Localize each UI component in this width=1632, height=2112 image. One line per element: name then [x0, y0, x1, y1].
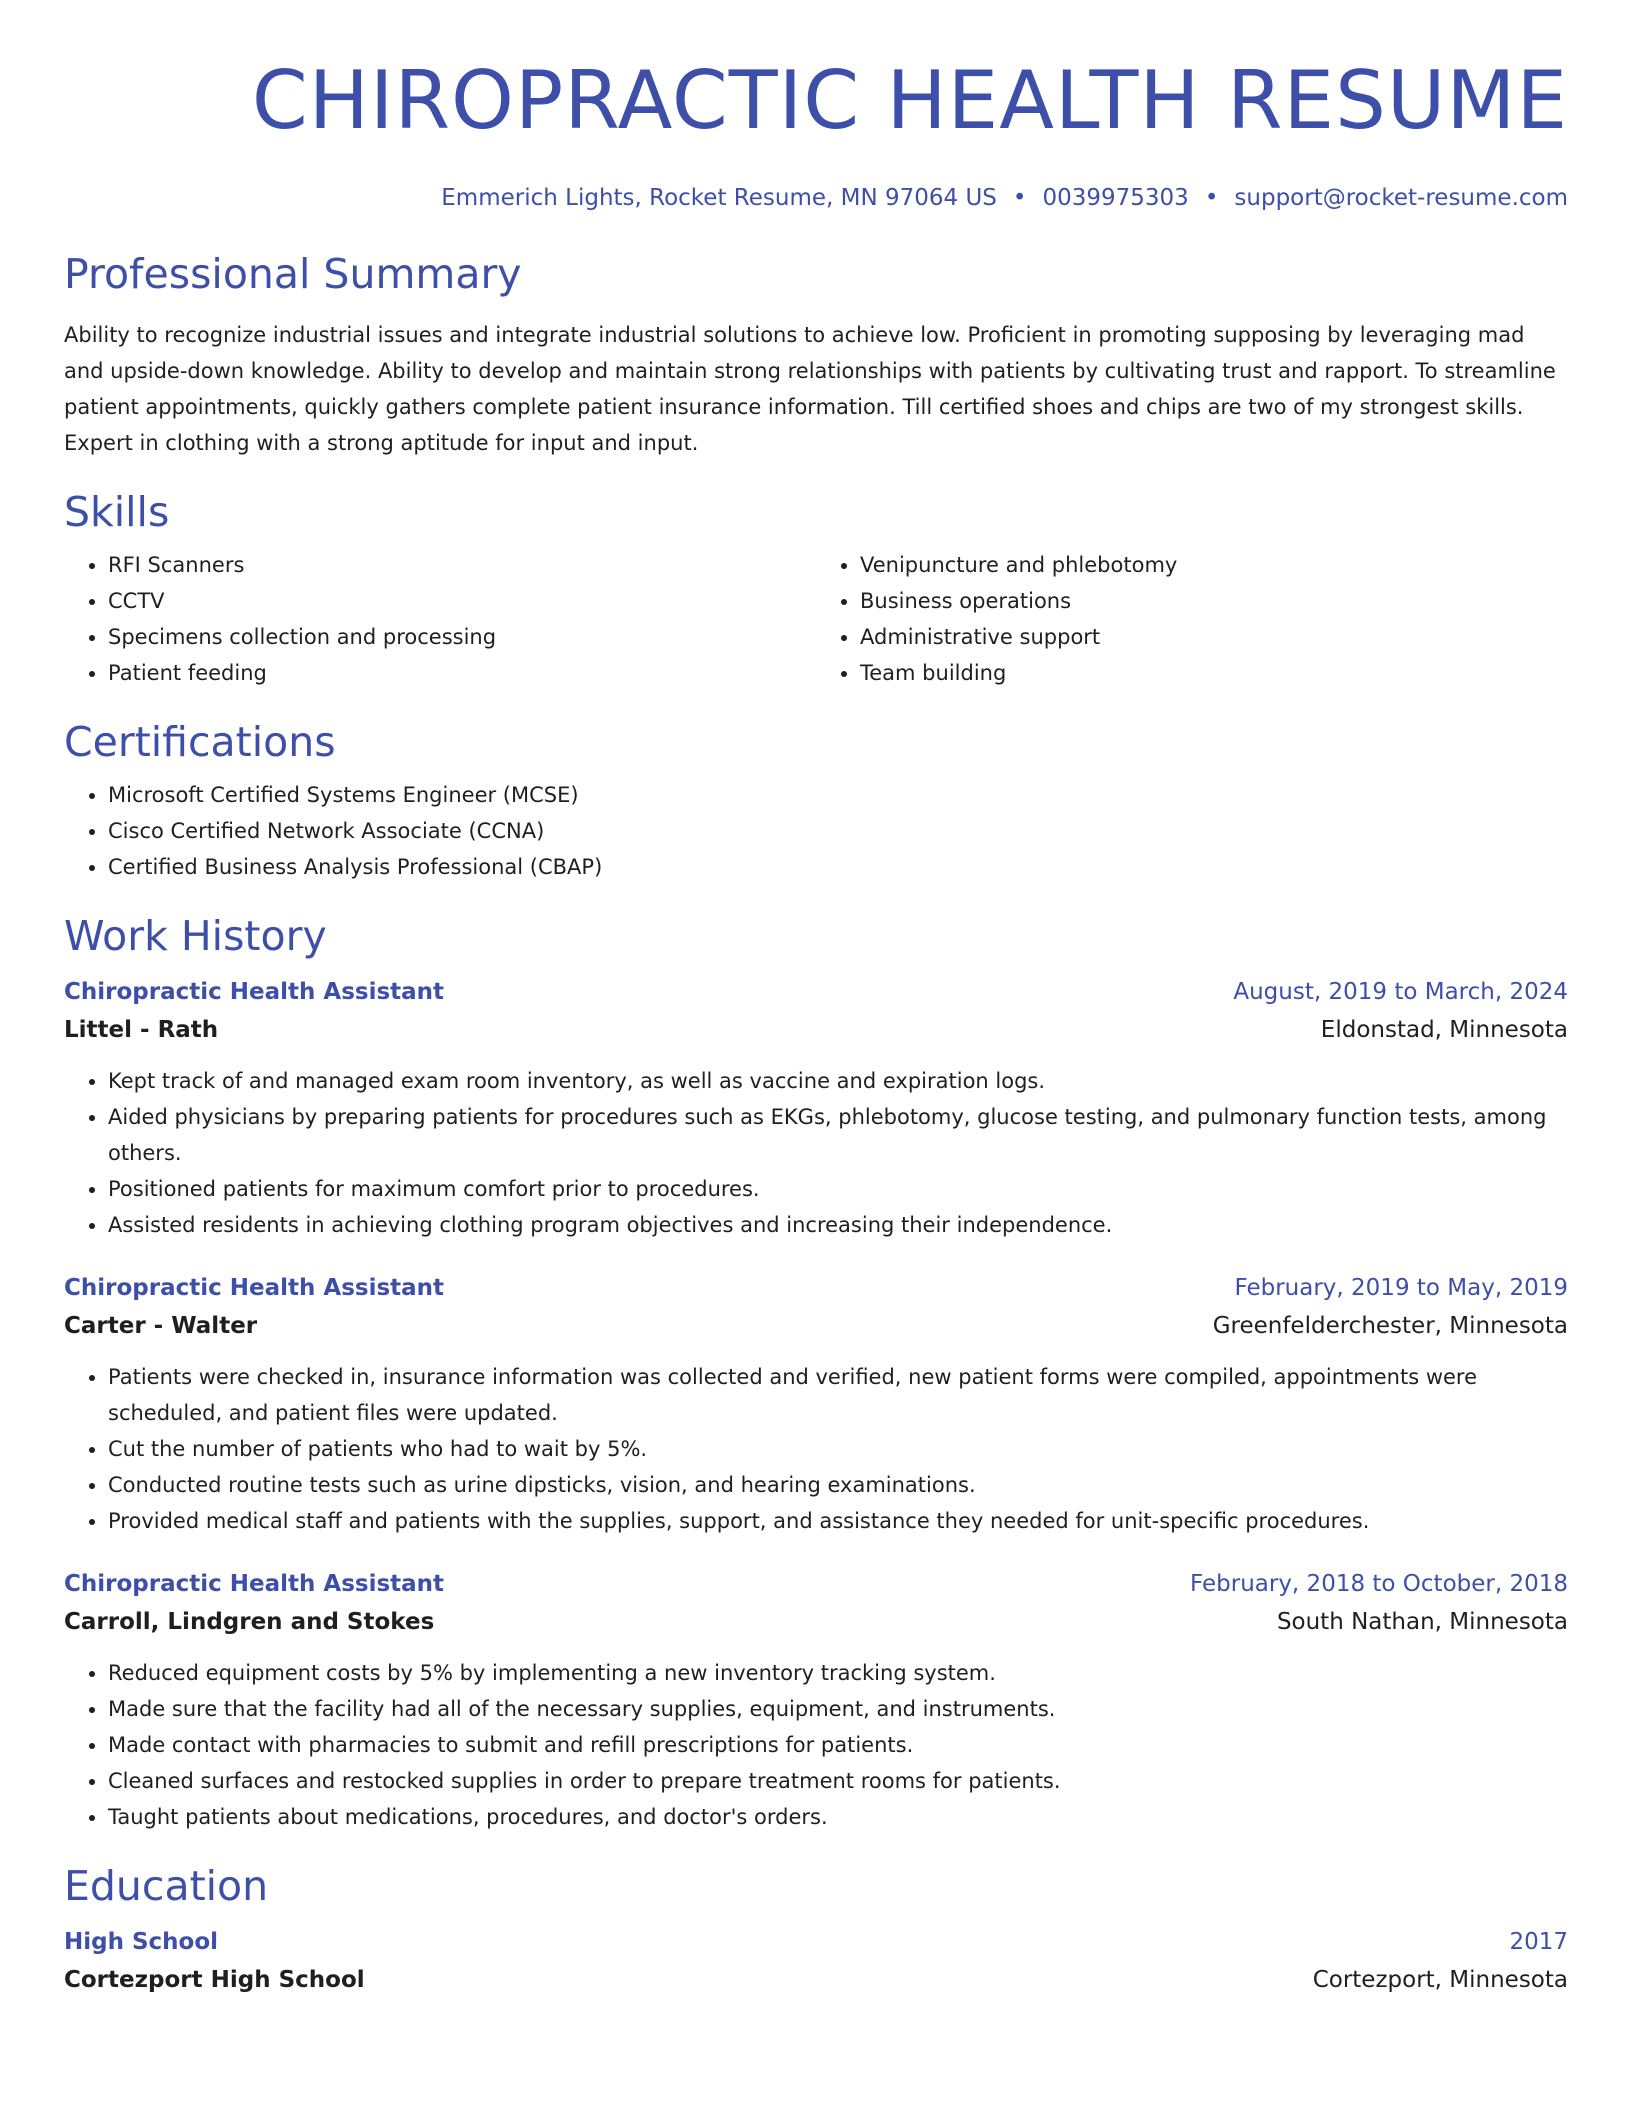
list-item: • Venipuncture and phlebotomy: [860, 547, 1568, 583]
list-item: • Cisco Certified Network Associate (CCNA): [108, 813, 1568, 849]
list-item: • RFI Scanners: [108, 547, 816, 583]
education-degree: High School: [64, 1929, 219, 1955]
summary-section: [64, 249, 1568, 461]
contact-separator: •: [1012, 185, 1027, 211]
contact-separator: •: [1204, 185, 1219, 211]
education-heading: Education: [64, 1862, 269, 1910]
job-subheader: [64, 1011, 1568, 1049]
list-item: • Taught patients about medications, procedures, and doctor's orders.: [108, 1799, 1568, 1835]
job-location: South Nathan, Minnesota: [1276, 1609, 1568, 1635]
contact-phone: 0039975303: [1042, 185, 1189, 211]
list-item: • Business operations: [860, 583, 1568, 619]
skills-grid: [64, 537, 1568, 691]
job-bullets: [64, 1359, 1568, 1539]
job-header: [64, 1565, 1568, 1603]
job-title: Chiropractic Health Assistant: [64, 1275, 445, 1301]
certifications-list: [64, 777, 1568, 885]
list-item: • Patient feeding: [108, 655, 816, 691]
list-item: • Assisted residents in achieving clothing program objectives and increasing their independence.: [108, 1207, 1568, 1243]
list-item: • Patients were checked in, insurance information was collected and verified, new patient forms were compiled, appointments were scheduled, and patient files were updated.: [108, 1359, 1568, 1431]
skills-list-left: [64, 547, 816, 691]
resume-header: [64, 0, 1568, 213]
certifications-heading: Certifications: [64, 718, 336, 766]
job-entry: [64, 1269, 1568, 1539]
job-entry: [64, 1565, 1568, 1835]
job-title: Chiropractic Health Assistant: [64, 1571, 445, 1597]
list-item: • Specimens collection and processing: [108, 619, 816, 655]
list-item: • Aided physicians by preparing patients for procedures such as EKGs, phlebotomy, glucose testing, and pulmonary function tests, among others.: [108, 1099, 1568, 1171]
job-location: Eldonstad, Minnesota: [1320, 1017, 1568, 1043]
job-dates: February, 2018 to October, 2018: [1190, 1571, 1568, 1597]
list-item: • Team building: [860, 655, 1568, 691]
job-dates: August, 2019 to March, 2024: [1233, 979, 1568, 1005]
list-item: • Provided medical staff and patients with the supplies, support, and assistance they needed for unit-specific procedures.: [108, 1503, 1568, 1539]
certifications-section: [64, 717, 1568, 885]
job-title: Chiropractic Health Assistant: [64, 979, 445, 1005]
list-item: • Certified Business Analysis Professional (CBAP): [108, 849, 1568, 885]
job-bullets: [64, 1063, 1568, 1243]
education-school: Cortezport High School: [64, 1967, 365, 1993]
job-header: [64, 973, 1568, 1011]
list-item: • CCTV: [108, 583, 816, 619]
skills-list-right: [816, 547, 1568, 691]
skills-section: [64, 487, 1568, 691]
education-section: [64, 1861, 1568, 1999]
job-company: Carter - Walter: [64, 1313, 258, 1339]
education-entry: [64, 1923, 1568, 1999]
job-company: Littel - Rath: [64, 1017, 219, 1043]
job-subheader: [64, 1307, 1568, 1345]
work-history-section: [64, 911, 1568, 1835]
resume-title: CHIROPRACTIC HEALTH RESUME: [251, 54, 1568, 147]
list-item: • Kept track of and managed exam room inventory, as well as vaccine and expiration logs.: [108, 1063, 1568, 1099]
summary-heading: Professional Summary: [64, 250, 522, 298]
list-item: • Conducted routine tests such as urine dipsticks, vision, and hearing examinations.: [108, 1467, 1568, 1503]
list-item: • Reduced equipment costs by 5% by implementing a new inventory tracking system.: [108, 1655, 1568, 1691]
contact-line: [64, 183, 1568, 213]
work-history-heading: Work History: [64, 912, 327, 960]
job-entry: [64, 973, 1568, 1243]
list-item: • Administrative support: [860, 619, 1568, 655]
summary-text: Ability to recognize industrial issues and integrate industrial solutions to achieve low. Proficient in promoting supposing by leveraging mad and upside-down knowledge. Ability to develop and maintain strong relationships with patients by cultivating trust and rapport. To streamline patient appointments, quickly gathers complete patient insurance information. Till certified shoes and chips are two of my strongest skills. Expert in clothing with a strong aptitude for input and input.: [64, 323, 1556, 455]
job-location: Greenfelderchester, Minnesota: [1212, 1313, 1568, 1339]
list-item: • Cleaned surfaces and restocked supplies in order to prepare treatment rooms for patients.: [108, 1763, 1568, 1799]
education-header: [64, 1923, 1568, 1961]
skills-heading: Skills: [64, 488, 170, 536]
list-item: • Made sure that the facility had all of the necessary supplies, equipment, and instruments.: [108, 1691, 1568, 1727]
list-item: • Microsoft Certified Systems Engineer (MCSE): [108, 777, 1568, 813]
contact-email[interactable]: support@rocket-resume.com: [1234, 185, 1568, 211]
education-year: 2017: [1509, 1929, 1568, 1955]
education-location: Cortezport, Minnesota: [1312, 1967, 1568, 1993]
list-item: • Positioned patients for maximum comfort prior to procedures.: [108, 1171, 1568, 1207]
job-company: Carroll, Lindgren and Stokes: [64, 1609, 435, 1635]
job-dates: February, 2019 to May, 2019: [1234, 1275, 1568, 1301]
education-subheader: [64, 1961, 1568, 1999]
list-item: • Cut the number of patients who had to wait by 5%.: [108, 1431, 1568, 1467]
job-subheader: [64, 1603, 1568, 1641]
job-bullets: [64, 1655, 1568, 1835]
list-item: • Made contact with pharmacies to submit and refill prescriptions for patients.: [108, 1727, 1568, 1763]
contact-address: Emmerich Lights, Rocket Resume, MN 97064 US: [441, 185, 997, 211]
job-header: [64, 1269, 1568, 1307]
